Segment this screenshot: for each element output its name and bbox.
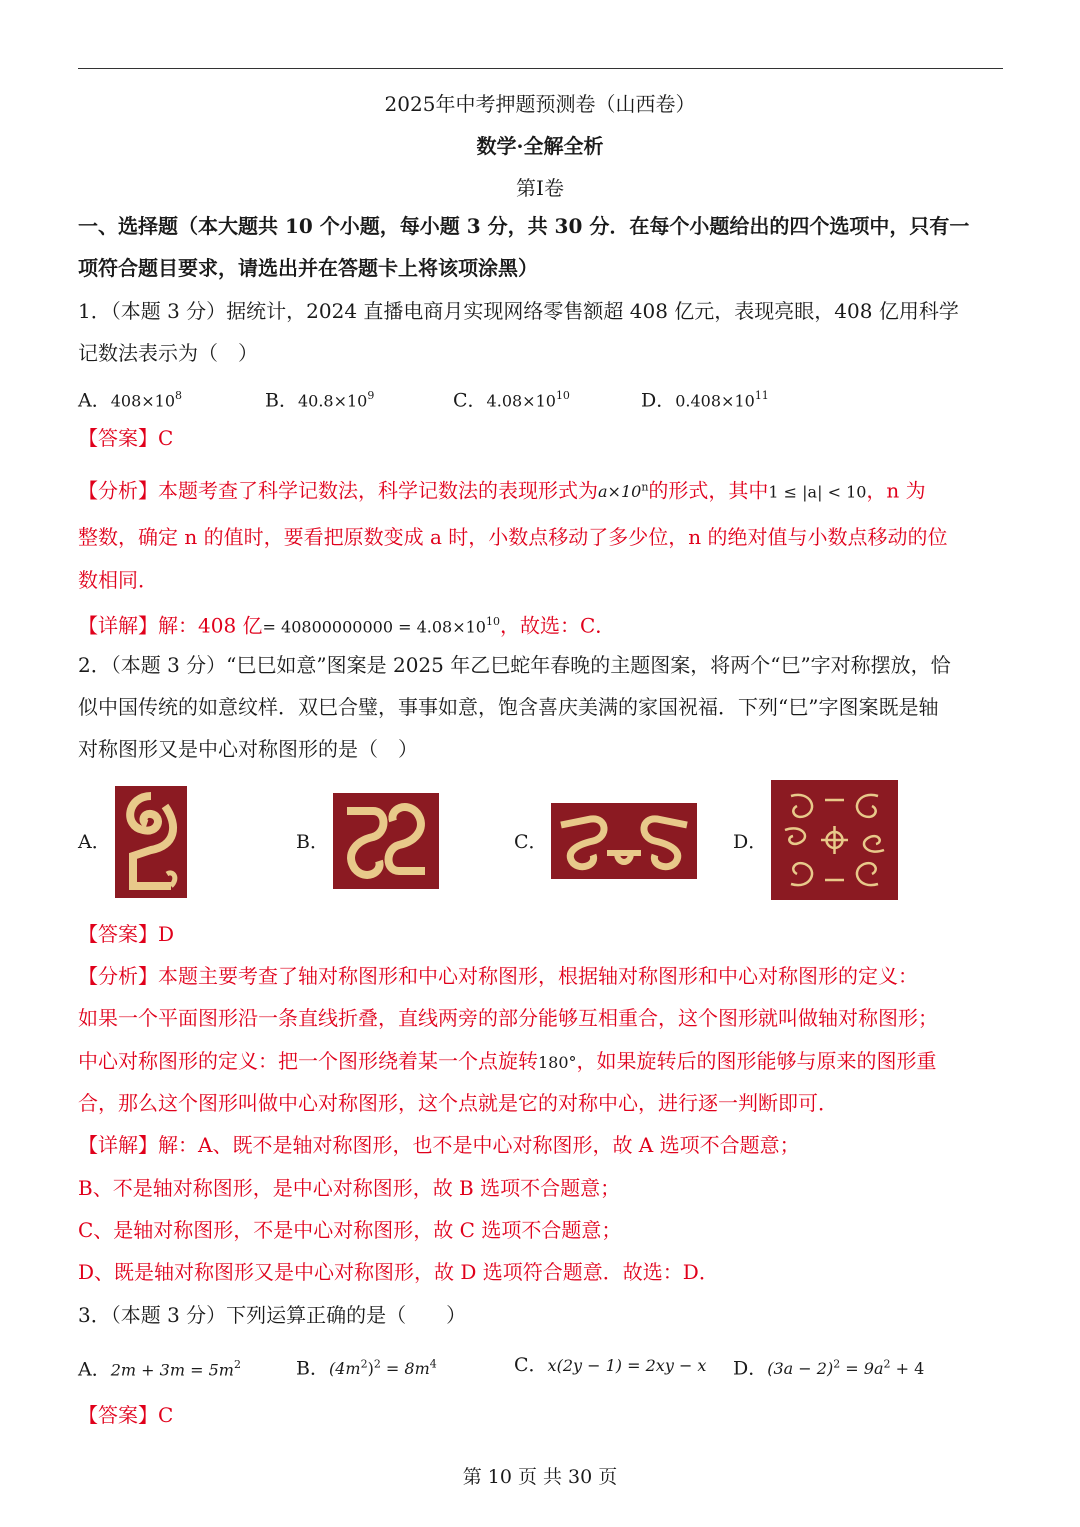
- q2-answer: 【答案】D: [78, 922, 175, 946]
- q3-option-d: D．$(3a - 2)^2 = 9a^2 + 4$: [733, 1357, 925, 1380]
- page-title: 2025年中考押题预测卷（山西卷）: [384, 92, 696, 116]
- pattern-a-icon: [115, 786, 187, 898]
- q2-option-c-pattern: [551, 803, 697, 879]
- q2-option-b-pattern: [333, 793, 439, 889]
- volume-label: 第Ⅰ卷: [516, 176, 564, 200]
- q2-option-c-label: C．: [514, 831, 548, 853]
- q2-analysis-line1: 【分析】本题主要考查了轴对称图形和中心对称图形，根据轴对称图形和中心对称图形的定义：: [78, 964, 918, 988]
- q2-option-d-label: D．: [733, 831, 768, 853]
- q1-answer: 【答案】C: [78, 426, 174, 450]
- q2-stem-line1: 2．（本题 3 分）“巳巳如意”图案是 2025 年乙巳蛇年春晚的主题图案，将两个“巳”字对称摆放，恰: [78, 653, 951, 677]
- q2-option-b-label: B．: [296, 831, 329, 853]
- q1-analysis-line3: 数相同．: [78, 568, 158, 592]
- q2-option-a-pattern: [115, 786, 187, 898]
- q1-detail: 【详解】解：408 亿= $40800000000 = 4.08\times 10^{10}$，故选：C．: [78, 613, 616, 638]
- q1-stem-line2: 记数法表示为（ ）: [78, 341, 258, 365]
- q3-answer: 【答案】C: [78, 1403, 174, 1427]
- q2-detail-line2: B、不是轴对称图形，是中心对称图形，故 B 选项不合题意；: [78, 1176, 621, 1200]
- q2-analysis-line4: 合，那么这个图形叫做中心对称图形，这个点就是它的对称中心，进行逐一判断即可．: [78, 1091, 838, 1115]
- section-heading-line1: 一、选择题（本大题共 10 个小题，每小题 3 分，共 30 分．在每个小题给出的四个选项中，只有一: [78, 214, 970, 238]
- header-rule: [78, 68, 1003, 69]
- q2-option-d-pattern: [771, 780, 898, 900]
- q1-option-d: D．$0.408\times 10^{11}$: [641, 389, 769, 412]
- q2-analysis-line2: 如果一个平面图形沿一条直线折叠，直线两旁的部分能够互相重合，这个图形就叫做轴对称图形；: [78, 1006, 938, 1030]
- q3-stem: 3．（本题 3 分）下列运算正确的是（ ）: [78, 1303, 467, 1327]
- q3-option-a: A．$2m + 3m = 5m^2$: [78, 1358, 241, 1381]
- q1-analysis-line2: 整数，确定 n 的值时，要看把原数变成 a 时，小数点移动了多少位，n 的绝对值与小数点移动的位: [78, 525, 948, 549]
- q2-stem-line3: 对称图形又是中心对称图形的是（ ）: [78, 737, 418, 761]
- q2-detail-line3: C、是轴对称图形，不是中心对称图形，故 C 选项不合题意；: [78, 1218, 622, 1242]
- pattern-d-icon: [771, 780, 898, 900]
- q2-analysis-line3: 中心对称图形的定义：把一个图形绕着某一个点旋转180°，如果旋转后的图形能够与原来的图形重: [78, 1049, 937, 1073]
- page-subtitle: 数学·全解全析: [476, 134, 604, 158]
- q1-option-c: C．$4.08\times 10^{10}$: [453, 389, 570, 412]
- q2-option-a-label: A．: [78, 831, 111, 853]
- q2-stem-line2: 似中国传统的如意纹样．双巳合璧，事事如意，饱含喜庆美满的家国祝福．下列“巳”字图案既是轴: [78, 695, 939, 719]
- pattern-b-icon: [333, 793, 439, 889]
- pattern-c-icon: [551, 803, 697, 879]
- q3-option-b: B．$(4m^2)^2 = 8m^4$: [296, 1357, 437, 1380]
- q1-analysis-line1: 【分析】本题考查了科学记数法，科学记数法的表现形式为$a\times 10^n$的形式，其中1 ≤ |a| < 10，n 为: [78, 478, 926, 503]
- q1-option-b: B．$40.8\times 10^9$: [265, 389, 375, 412]
- q3-option-c: C．x(2y − 1) = 2xy − x: [514, 1354, 707, 1376]
- q2-detail-line1: 【详解】解：A、既不是轴对称图形，也不是中心对称图形，故 A 选项不合题意；: [78, 1133, 800, 1157]
- q2-detail-line4: D、既是轴对称图形又是中心对称图形，故 D 选项符合题意．故选：D．: [78, 1260, 719, 1284]
- page-number: 第 10 页 共 30 页: [462, 1466, 618, 1488]
- section-heading-line2: 项符合题目要求，请选出并在答题卡上将该项涂黑）: [78, 256, 538, 280]
- q1-stem-line1: 1．（本题 3 分）据统计，2024 直播电商月实现网络零售额超 408 亿元，表现亮眼，408 亿用科学: [78, 299, 959, 323]
- q1-option-a: A．$408\times 10^8$: [78, 389, 183, 412]
